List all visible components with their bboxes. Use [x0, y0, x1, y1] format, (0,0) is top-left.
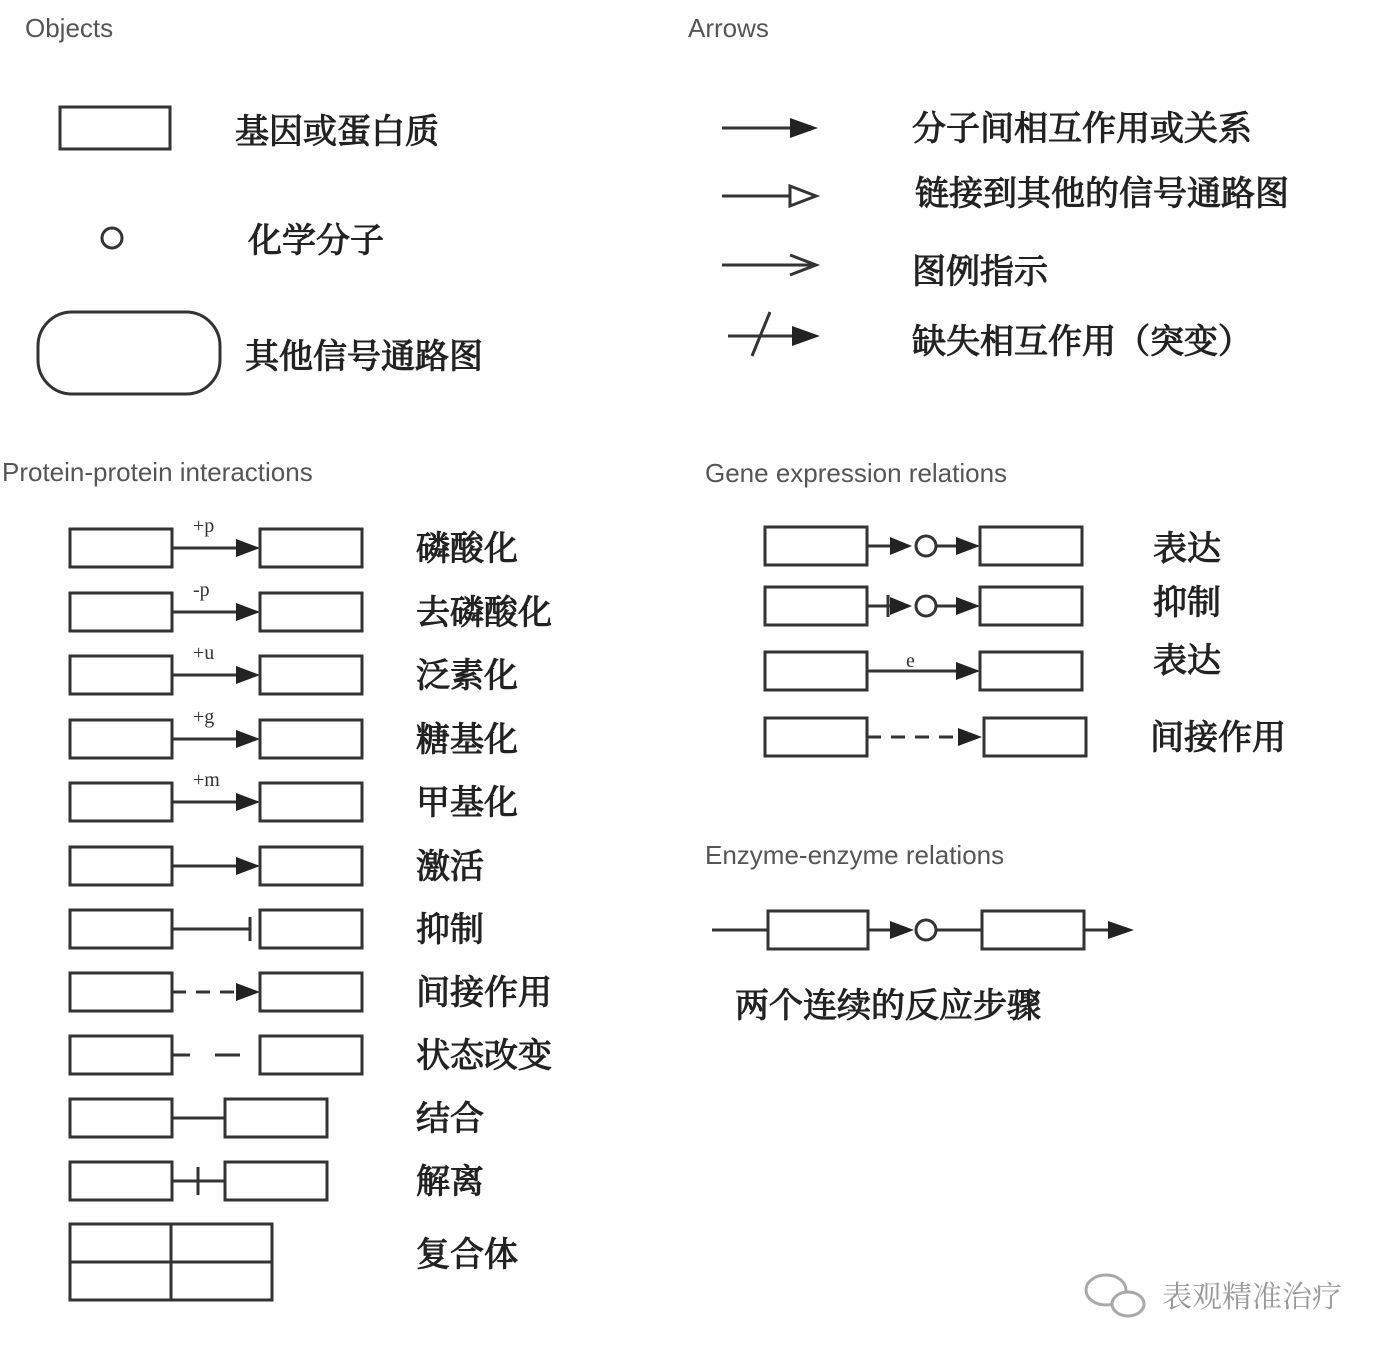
slash-icon — [752, 312, 770, 356]
filled-arrowhead-icon — [790, 118, 818, 138]
gene-box — [260, 783, 362, 821]
gene-box — [70, 720, 172, 758]
ppi-row — [70, 579, 552, 633]
ppi-row — [70, 1036, 552, 1076]
gene-box — [260, 973, 362, 1011]
objects-header: Objects — [25, 13, 114, 43]
watermark-text: 表观精准治疗 — [1162, 1280, 1342, 1315]
ppi-list — [70, 515, 552, 1300]
gene-label: 表达 — [1153, 529, 1221, 569]
gene-row — [765, 641, 1221, 690]
modification-mark: +u — [193, 642, 215, 664]
ppi-row — [70, 769, 518, 823]
gene-label: 抑制 — [1153, 583, 1221, 623]
arrow-missing-interaction — [728, 312, 1252, 362]
gene-box — [70, 910, 172, 948]
filled-arrowhead-icon — [1108, 921, 1134, 939]
ppi-label: 去磷酸化 — [416, 593, 552, 633]
ppi-label: 解离 — [416, 1162, 484, 1202]
rounded-rectangle-icon — [38, 312, 220, 394]
arrows-header: Arrows — [688, 13, 769, 43]
gene-box — [980, 527, 1082, 565]
filled-arrowhead-icon — [956, 537, 980, 555]
gene-box — [984, 718, 1086, 756]
arrow-label: 分子间相互作用或关系 — [912, 109, 1252, 149]
gene-box — [70, 1036, 172, 1074]
ppi-label: 糖基化 — [416, 720, 518, 760]
gene-box — [225, 1099, 327, 1137]
gene-expression-list — [765, 527, 1286, 758]
gene-box — [768, 911, 868, 949]
ppi-row — [70, 1224, 518, 1300]
gene-box — [260, 847, 362, 885]
gene-box — [70, 847, 172, 885]
ppi-row — [70, 847, 484, 887]
gene-box — [225, 1162, 327, 1200]
modification-mark: +m — [193, 769, 220, 791]
circle-icon — [916, 536, 936, 556]
object-chemical — [102, 221, 384, 261]
gene-box — [260, 910, 362, 948]
gene-row — [765, 527, 1221, 569]
ppi-label: 抑制 — [416, 910, 484, 950]
ppi-label: 激活 — [416, 847, 484, 887]
ppi-label: 间接作用 — [416, 973, 552, 1013]
gene-box — [980, 652, 1082, 690]
filled-arrowhead-icon — [236, 666, 260, 684]
ppi-row — [70, 642, 518, 696]
filled-arrowhead-icon — [236, 539, 260, 557]
gene-box — [765, 718, 867, 756]
gene-box — [70, 783, 172, 821]
ppi-label: 磷酸化 — [416, 529, 518, 569]
gene-box — [70, 1099, 172, 1137]
ppi-label: 泛素化 — [416, 656, 518, 696]
gene-box — [765, 527, 867, 565]
gene-box — [260, 529, 362, 567]
filled-arrowhead-icon — [236, 603, 260, 621]
filled-arrowhead-icon — [958, 728, 982, 746]
ppi-row — [70, 910, 484, 950]
ppi-row — [70, 1099, 484, 1139]
arrow-legend-indicator — [722, 252, 1049, 292]
watermark — [1086, 1275, 1342, 1316]
circle-icon — [916, 596, 936, 616]
gene-box — [70, 1162, 172, 1200]
filled-arrowhead-icon — [792, 326, 820, 346]
modification-mark: -p — [193, 579, 210, 601]
ppi-label: 复合体 — [416, 1235, 518, 1275]
gene-box — [260, 720, 362, 758]
circle-icon — [916, 920, 936, 940]
gene-row — [765, 583, 1221, 625]
object-label: 其他信号通路图 — [245, 337, 483, 377]
gene-box — [70, 656, 172, 694]
expression-mark: e — [906, 650, 915, 672]
rectangle-icon — [60, 107, 170, 149]
arrow-link-pathway — [722, 174, 1289, 214]
enzyme-relation — [712, 911, 1134, 1026]
gene-box — [982, 911, 1084, 949]
filled-arrowhead-icon — [956, 662, 980, 680]
ppi-label: 甲基化 — [416, 783, 518, 823]
arrow-label: 缺失相互作用（突变） — [912, 322, 1252, 362]
filled-arrowhead-icon — [236, 983, 260, 1001]
wechat-icon — [1086, 1275, 1144, 1316]
object-label: 基因或蛋白质 — [235, 112, 439, 152]
gene-box — [260, 593, 362, 631]
gene-expression-header: Gene expression relations — [705, 458, 1008, 488]
gene-box — [70, 593, 172, 631]
gene-label: 间接作用 — [1150, 718, 1286, 758]
modification-mark: +p — [193, 515, 215, 537]
filled-arrowhead-icon — [956, 597, 980, 615]
gene-box — [260, 656, 362, 694]
gene-row — [765, 718, 1286, 758]
circle-icon — [102, 228, 122, 248]
object-label: 化学分子 — [248, 221, 384, 261]
filled-arrowhead-icon — [890, 597, 912, 615]
arrow-interaction — [722, 109, 1252, 149]
ppi-label: 结合 — [416, 1099, 484, 1139]
gene-box — [765, 652, 867, 690]
gene-box — [70, 529, 172, 567]
ppi-header: Protein-protein interactions — [2, 457, 313, 487]
arrow-label: 链接到其他的信号通路图 — [915, 174, 1289, 214]
ppi-row — [70, 973, 552, 1013]
arrow-label: 图例指示 — [912, 252, 1048, 292]
gene-box — [70, 973, 172, 1011]
ppi-row — [70, 706, 518, 760]
object-other-pathway — [38, 312, 483, 394]
enzyme-header: Enzyme-enzyme relations — [705, 840, 1005, 870]
gene-box — [980, 587, 1082, 625]
ppi-row — [70, 515, 518, 569]
gene-box — [765, 587, 867, 625]
ppi-row — [70, 1162, 484, 1202]
gene-label: 表达 — [1153, 641, 1221, 681]
filled-arrowhead-icon — [236, 793, 260, 811]
ppi-label: 状态改变 — [416, 1036, 552, 1076]
object-gene-protein — [60, 107, 439, 152]
filled-arrowhead-icon — [236, 730, 260, 748]
open-arrowhead-icon — [790, 186, 816, 206]
filled-arrowhead-icon — [890, 537, 912, 555]
filled-arrowhead-icon — [236, 857, 260, 875]
gene-box — [260, 1036, 362, 1074]
filled-arrowhead-icon — [890, 921, 914, 939]
modification-mark: +g — [193, 706, 215, 728]
enzyme-label: 两个连续的反应步骤 — [735, 986, 1041, 1026]
